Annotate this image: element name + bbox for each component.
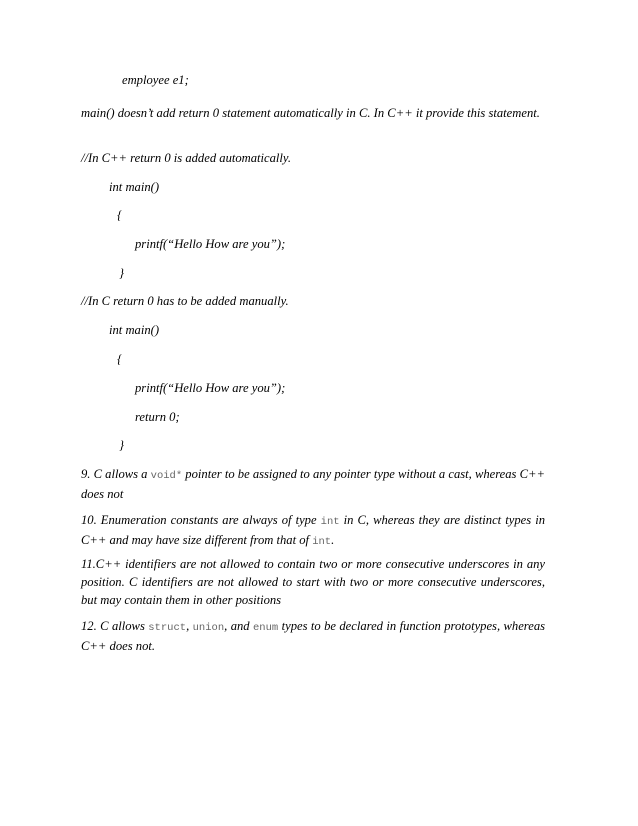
item-12-code-union: union [192, 622, 225, 634]
item-10 [81, 511, 545, 551]
item-11: 11.C++ identifiers are not allowed to contain two or more consecutive underscores in any position. C identifiers are not allowed to start with two or more consecutive underscores, but may contain them in other positions [81, 557, 545, 607]
item-12-text-sep-1: , [186, 619, 193, 633]
cpp-comment: //In C++ return 0 is added automatically. [81, 151, 291, 165]
item-12-text-sep-2: , and [224, 619, 253, 633]
item-9-text-post: pointer to be assigned to any pointer type without a cast, whereas C++ does not [81, 467, 545, 501]
item-10-code-int-2: int [312, 536, 332, 548]
item-12-code-struct: struct [148, 622, 187, 634]
cpp-main-close-brace: } [119, 266, 125, 280]
cpp-main-signature: int main() [109, 180, 160, 194]
c-main-close-brace: } [119, 438, 125, 452]
item-9 [81, 465, 545, 503]
cpp-main-open-brace: { [117, 208, 123, 222]
employee-declaration: employee e1; [122, 73, 189, 87]
item-10-text-end: . [331, 533, 335, 547]
item-12-text-pre: 12. C allows [81, 619, 149, 633]
item-12-text-post: types to be declared in function prototypes, whereas C++ does not. [81, 619, 546, 653]
c-main-printf: printf(“Hello How are you”); [135, 381, 286, 395]
item-12 [81, 617, 545, 655]
main-return-note: main() doesn’t add return 0 statement automatically in C. In C++ it provide this statement. [81, 106, 540, 120]
item-12-code-enum: enum [253, 622, 279, 634]
c-comment: //In C return 0 has to be added manually. [81, 294, 289, 308]
item-9-code-void-ptr: void* [150, 470, 183, 482]
c-main-signature: int main() [109, 323, 160, 337]
cpp-main-printf: printf(“Hello How are you”); [135, 237, 286, 251]
item-9-text-pre: 9. C allows a [81, 467, 151, 481]
item-10-text-pre: 10. Enumeration constants are always of type [81, 513, 321, 527]
c-main-open-brace: { [117, 352, 123, 366]
item-10-code-int-1: int [320, 516, 340, 528]
item-10-text-mid: in C, whereas they are distinct types in C++ and may have size different from that of [81, 513, 545, 547]
c-main-return: return 0; [135, 410, 180, 424]
